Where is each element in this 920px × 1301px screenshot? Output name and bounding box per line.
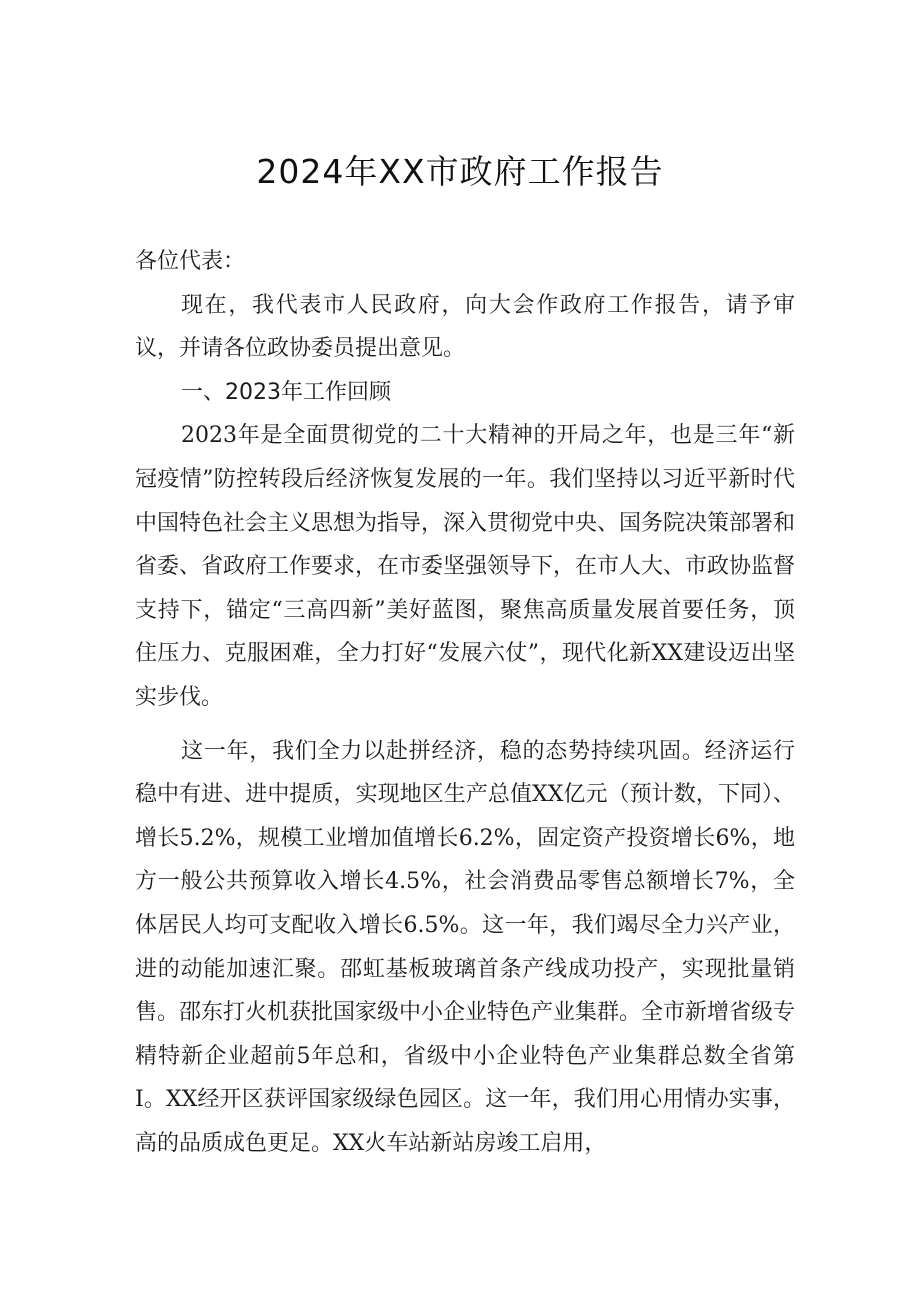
section-heading: 一、2023年工作回顾 — [181, 379, 391, 405]
paragraph-economy: 这一年，我们全力以赴拼经济，稳的态势持续巩固。经济运行稳中有进、进中提质，实现地区生产总值XX亿元（预计数，下同）、增长5.2%，规模工业增加值增长6.2%，固定资产投资增长6%，地方一般公共预算收入增长4.5%，社会消费品零售总额增长7%，全体居民人均可支配收入增长6.5%。这一年，我们竭尽全力兴产业，进的动能加速汇聚。邵虹基板玻璃首条产线成功投产，实现批量销售。邵东打火机获批国家级中小企业特色产业集群。全市新增省级专精特新企业超前5年总和，省级中小企业特色产业集群总数全省第I。XX经开区获评国家级绿色园区。这一年，我们用心用情办实事，高的品质成色更足。XX火车站新站房竣工启用， — [135, 738, 796, 1156]
report-body — [135, 240, 795, 1165]
salutation: 各位代表： — [135, 249, 246, 274]
intro-paragraph: 现在，我代表市人民政府，向大会作政府工作报告，请予审议，并请各位政协委员提出意见。 — [135, 292, 795, 362]
paragraph-overview: 2023年是全面贯彻党的二十大精神的开局之年，也是三年“新冠疫情”防控转段后经济恢复发展的一年。我们坚持以习近平新时代中国特色社会主义思想为指导，深入贯彻党中央、国务院决策部署和省委、省政府工作要求，在市委坚强领导下，在市人大、市政协监督支持下，锚定“三高四新”美好蓝图，聚焦高质量发展首要任务，顶住压力、克服困难，全力打好“发展六仗”，现代化新XX建设迈出坚实步伐。 — [135, 423, 796, 710]
page-title: 2024年XX市政府工作报告 — [256, 152, 664, 191]
